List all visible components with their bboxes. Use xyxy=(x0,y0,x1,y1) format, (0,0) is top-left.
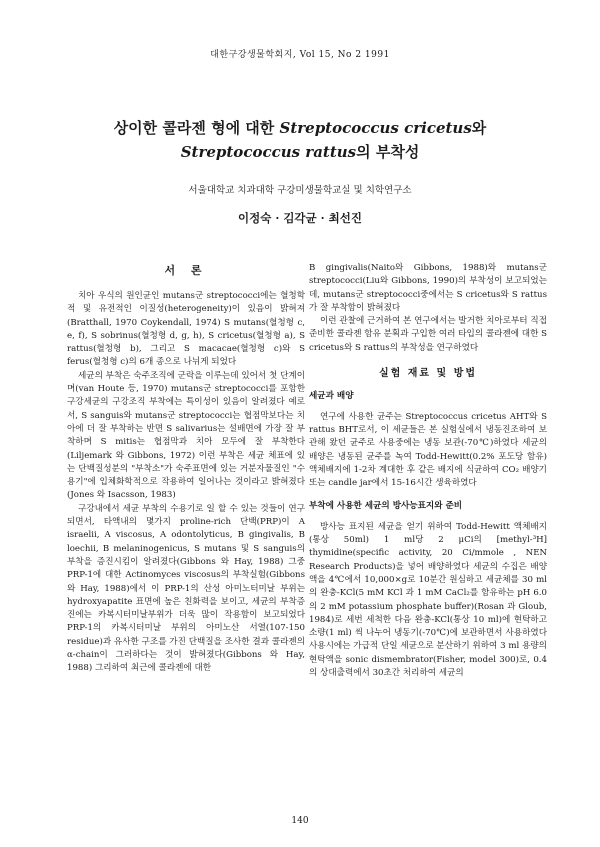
right-column xyxy=(309,262,547,680)
title-line-1 xyxy=(0,117,600,138)
title-prefix: 상이한 콜라젠 형에 대한 xyxy=(113,119,280,137)
intro-paragraph-1: 치아 우식의 원인균인 mutans군 streptococci에는 혈청학적 및 유전적인 이질성(heterogeneity)이 있음이 밝혀져(Bratthall, 1970 Coykendall, 1974) S mutans(혈청형 c, e, f), S sobrinus(혈청형 d, g, h), S cricetus(혈청형 a), S rattus(혈청형 b), 그리고 S macacae(혈청형 c)와 S ferus(혈청형 c)의 6개 종으로 나뉘게 되었다 xyxy=(67,291,305,368)
title-suffix-1: 와 xyxy=(471,119,487,137)
methods-heading: 실험 재료 및 방법 xyxy=(378,368,478,380)
title-line-2 xyxy=(0,141,600,162)
subheading-bacteria-culture: 세균과 배양 xyxy=(309,391,354,402)
left-column xyxy=(67,262,305,676)
authors: 이정숙 · 김각균 · 최선진 xyxy=(237,211,362,225)
affiliation: 서울대학교 치과대학 구강미생물학교실 및 치학연구소 xyxy=(188,185,412,196)
intro-paragraph-3: 구강내에서 세균 부착의 수용기로 일 할 수 있는 것들이 연구되면서, 타액내의 몇가지 proline-rich 단백(PRP)이 A israelii, A viscosus, A odontolyticus, B gingivalis, B loechii, B melaninogenicus, S mutans 및 S sanguis의 부착을 증진시킴이 알려졌다(Gibbons 와 Hay, 1988) 그중 PRP-1에 대한 Actinomyces viscosus의 부착실험(Gibbons 와 Hay, 1988)에서 이 PRP-1의 산성 아미노터미날 부위는 hydroxyapatite 표면에 높은 친화력을 보이고, 세균의 부착증진에는 카복시터미날부위가 더욱 많이 작용함이 보고되었다 PRP-1의 카복시터미날 부위의 아미노산 서열(107-150 residue)과 유사한 구조를 가진 단백질을 조사한 결과 콜라젠의 α-chain이 그러하다는 것이 밝혀졌다(Gibbons 와 Hay, 1988) 그리하여 최근에 콜라젠에 대한 xyxy=(67,503,305,674)
title-species-2: Streptococcus rattus xyxy=(180,143,357,161)
subheading-radiolabeling: 부착에 사용한 세균의 방사능표지와 준비 xyxy=(309,501,463,512)
intro-paragraph-4: 이런 관찰에 근거하여 본 연구에서는 발거한 치아로부터 직접 준비한 콜라젠 함유 분획과 구입한 여러 타입의 콜라젠에 대한 S cricetus와 S rattus의 부착성을 연구하였다 xyxy=(309,316,548,353)
page-number: 140 xyxy=(291,816,309,826)
methods-paragraph-1: 연구에 사용한 균주는 Streptococcus cricetus AHT와 S rattus BHT로서, 이 세균들은 본 실험실에서 냉동진조하여 보관해 왔던 균주로 사용중에는 냉동 보관(-70℃)하였다 세균의 배양은 냉동된 균주를 녹여 Todd-Hewitt(0.2% 포도당 함유) 액체배지에 1-2차 계대한 후 같은 배지에 식균하여 CO₂ 배양기 또는 candle jar에서 15-16시간 생육하였다 xyxy=(309,411,547,489)
intro-heading: 서 론 xyxy=(164,264,208,277)
methods-paragraph-2: 방사능 표지된 세균을 얻기 위하여 Todd-Hewitt 액체배지(통상 50ml) 1 ml당 2 μCi의 [methyl-³H] thymidine(specific activity, 20 Ci/mmole , NEN Research Products)을 넣어 배양하였다 세균의 수집은 배양액을 4℃에서 10,000×g로 10분간 원심하고 세균체를 30 ml의 완충-KCl(5 mM KCl 과 1 mM CaCl₂를 함유하는 pH 6.0의 2 mM potassium phosphate buffer)(Rosan 과 Gloub, 1984)로 세번 세척한 다음 완충-KCl(통상 10 ml)에 현탁하고 소량(1 ml) 씩 나누어 냉동기(-70℃)에 보관하면서 사용하였다 사용시에는 가급적 단일 세균으로 분산하기 위하여 3 ml 용량의 현탁액을 sonic dismembrator(Fisher, model 300)로, 0.4의 상대출력에서 30초간 처리하여 세균의 xyxy=(309,521,547,679)
title-suffix-2: 의 부착성 xyxy=(356,143,420,161)
journal-header: 대한구강생물학회지, Vol 15, No 2 1991 xyxy=(210,50,390,60)
title-species-1: Streptococcus cricetus xyxy=(279,119,472,137)
intro-continuation: B gingivalis(Naito와 Gibbons, 1988)와 mutans군 streptococci(Liu와 Gibbons, 1990)의 부착성이 보고되었는데, mutans군 streptococci중에서는 S cricetus와 S rattus가 잘 부착함이 밝혀졌다 xyxy=(309,263,547,313)
intro-paragraph-2: 세균의 부착은 숙주조직에 군락을 이루는데 있어서 첫 단계이며(van Houte 등, 1970) mutans군 streptococci를 포함한 구강세균의 구강조직 부착에는 특이성이 있음이 알려졌다 예로서, S sanguis와 mutans군 streptococci는 협점막보다는 치아에 더 잘 부착하는 반면 S salivarius는 설배면에 가장 잘 부착하며 S mitis는 협점막과 치아 모두에 잘 부착한다(Liljemark 와 Gibbons, 1972) 이런 부착은 세균 체표에 있는 단백질성분의 "부착소"가 숙주표면에 있는 거분자물질인 "수용기"에 입체화학적으로 작용하여 일어나는 것이라고 밝혀졌다(Jones 와 Isacsson, 1983) xyxy=(67,370,305,501)
